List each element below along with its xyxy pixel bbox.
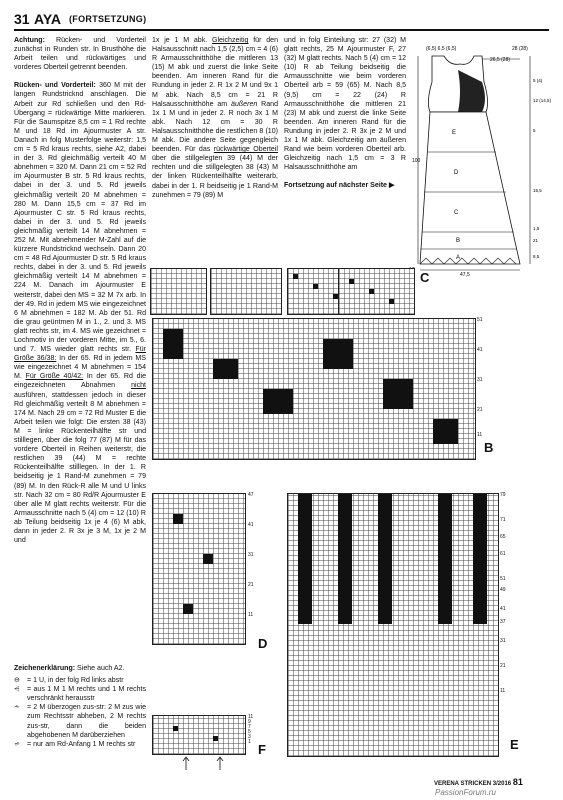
schematic-length: 100	[412, 158, 421, 164]
row-number: 1	[248, 739, 251, 745]
bold-lead: Rücken- und Vorderteil:	[14, 82, 96, 90]
schematic-top-right: 28 (28)	[512, 46, 528, 52]
section-label: B	[456, 238, 461, 244]
paragraph-text: Rücken- und Vorderteil zunächst in Runden str. In Brusthöhe die Arbeit teilen und rückwärtiges und vorderes Oberteil getrennt beenden.	[14, 37, 146, 72]
paragraph-text: 1x je 1 M abk.	[152, 37, 208, 44]
paragraph-text: für den Halsausschnitt nach 1,5 (2,5) cm = 4 (6) R Armausschnitthöhe die mittleren 13 (15) M abk und zuerst die linke Seite beenden. Am inneren Rand für die Rundung in jeder 2. R 1x 2 M und 9x 1 M abk. Nach 8,5 cm = 21 R Halsausschnitthöhe am	[152, 37, 278, 108]
chart-c	[338, 268, 415, 315]
paragraph-text: In der 65. Rd die eingezeichneten Abnahmen	[14, 373, 146, 390]
row-number: 71	[500, 517, 506, 523]
magazine-name: VERENA STRICKEN 3/2016	[434, 781, 512, 787]
pattern-subtitle: (FORTSETZUNG)	[69, 14, 147, 24]
row-number: 31	[477, 377, 483, 383]
row-number: 79	[500, 492, 506, 498]
bold-lead: Achtung:	[14, 37, 45, 44]
text-column-1	[14, 36, 146, 766]
row-number: 9	[248, 719, 251, 725]
chart-f	[152, 715, 246, 755]
paragraph-body	[14, 81, 146, 545]
round-start-icon: ⩫	[14, 740, 20, 748]
row-number: 65	[500, 534, 506, 540]
page-number: 31	[14, 11, 30, 27]
emphasis: äußeren	[231, 100, 258, 108]
side-measure: 21	[533, 238, 539, 243]
chart-d	[152, 493, 246, 645]
row-numbers-e	[500, 493, 506, 694]
row-number: 41	[477, 347, 483, 353]
emphasis: Gleichzeitig	[212, 37, 249, 44]
paragraph-attention	[14, 36, 146, 72]
row-number: 3	[248, 734, 251, 740]
side-measure: 1,5	[533, 226, 540, 231]
paragraph-body	[152, 36, 278, 200]
row-number: 61	[500, 551, 506, 557]
legend-text: = 2 M überzogen zus-str: 2 M zus wie zum Rechtsstr abheben, 2 M rechts zus-str, dann die beiden abgehobenen M darüberziehen	[27, 704, 146, 739]
row-number: 51	[500, 576, 506, 582]
legend-text: = aus 1 M 1 M rechts und 1 M rechts verschränkt herausstr	[27, 686, 146, 703]
side-measure: 12 (14,5)	[533, 98, 552, 103]
side-measure: 5	[533, 128, 536, 133]
page-footer	[434, 777, 523, 787]
row-number: 11	[477, 432, 483, 438]
paragraph-text: Rand 1x 1 M und in jeder 2. R noch 3x 1 M abk. Nach 12 cm = 30 R Halsausschnitthöhe die restlichen 8 (10) M abk. Die andere Seite gegengleich beenden. Für das	[152, 100, 278, 154]
row-number: 11	[500, 688, 506, 694]
continue-note: Fortsetzung auf nächster Seite ▶	[284, 182, 395, 190]
footer-page-number: 81	[512, 777, 523, 787]
row-number: 5	[248, 729, 251, 735]
size-note: Für Größe 36/38:	[14, 346, 146, 363]
chart-label-e: E	[510, 737, 519, 752]
legend	[14, 664, 146, 749]
row-numbers-d	[248, 493, 254, 618]
row-number: 37	[500, 619, 506, 625]
schematic-width-bottom: 47,5	[460, 272, 470, 278]
row-numbers-b	[477, 318, 483, 438]
garment-schematic	[412, 42, 557, 282]
side-measure: 5 (4)	[533, 78, 543, 83]
schematic-width-top: 26,5 (28)	[490, 57, 511, 63]
legend-item	[14, 703, 146, 739]
pattern-name: AYA	[34, 11, 61, 27]
emphasis: rückwärtige Oberteil	[213, 146, 278, 154]
row-number: 21	[248, 582, 254, 588]
row-number: 11	[248, 714, 254, 720]
row-number: 51	[477, 317, 483, 323]
paragraph-text: ausführen, stattdessen jedoch in dieser Rd gleichmäßig verteilt 8 M abnehmen = 174 M. Nach 29 cm = 72 Rd Muster E die Arbeit teilen wie folgt: Die ersten 38 (43) M = linke Rückenteilhälfte str und stilllegen, über die folg 77 (87) M für das vordere Oberteil in Reihen weiterstr, die restlichen 39 (44) M = rechte Rückenteilhälfte stilllegen. In der 1. R beidseitig je 1 Rand-M zunehmen = 79 (89) M. In den Rück-R alle M und U links str. Nach 32 cm = 80 Rd/R Ajourmuster E über alle M glatt rechts weiterstr. Für die Armausschnitte nach 5 (4) cm = 12 (10) R ab Teilung beidseitig 1x je 4 (6) M abk, dann in jeder 2. R 3x je 3 M, 1x je 2 M und	[14, 391, 146, 545]
section-label: C	[454, 210, 459, 216]
page-header	[14, 10, 549, 32]
legend-item	[14, 740, 146, 749]
side-measure: 15,5	[533, 188, 542, 193]
chart-a-part2	[210, 268, 282, 315]
chart-label-d: D	[258, 636, 268, 651]
chart-label-f: F	[258, 742, 266, 757]
row-number: 49	[500, 587, 506, 593]
increase-icon: ⩤	[14, 686, 20, 694]
row-number: 31	[500, 638, 506, 644]
size-note: Für Größe 40/42:	[25, 373, 84, 381]
row-number: 7	[248, 724, 251, 730]
paragraph-text: 360 M mit der langen Rundstricknd anschlagen. Die Arbeit zur Rd schließen und den Rd-Übergang = rückwärtige Mitte markieren. Für die Saumspitze 8,5 cm = 1 Rd rechte M und 18 Rd im Ajourmuster A str. Danach in folg Musterfolge weiterstr: 1,5 cm = 5 Rd kraus rechts, siehe A2, dabei in der 3. Rd gleichmäßig verteilt 40 M abnehmen = 320 M. Dann 21 cm = 52 Rd im Ajourmuster B str. 5 Rd kraus rechts, dabei in der 3. und 5. Rd jeweils gleichmäßig verteilt 20 M abnehmen = 280 M. Dann 15,5 cm = 37 Rd im Ajourmuster C str. 5 Rd kraus rechts, dabei in der 3. und 5. Rd jeweils gleichmäßig verteilt 14 M abnehmen = 252 M. Mit abnehmender M-Zahl auf die kürzere Rundstricknd wechseln. Dann 20 cm = 48 Rd Ajourmuster D str. 5 Rd kraus rechts, dabei in der 3. und 5. Rd jeweils gleichmäßig verteilt 14 M abnehmen = 224 M. Danach im Ajourmuster E weiterstr, dabei den MS = 32 M 7x arb. In der 49. Rd in jedem MS wie eingezeichnet 6 M abnehmen = 182 M. Ab der 51. Rd die grau geüntmen M in 1., 2. und 3. MS glatt rechts str, im 4. MS wie gezeichnet = Lochmotiv in der vorderen Mitte, im 5., 6. und 7. MS wieder glatt rechts str.	[14, 82, 146, 354]
legend-item	[14, 676, 146, 685]
schematic-top-label: (6,5) 6,5 (6,5)	[426, 46, 457, 52]
section-label: D	[454, 170, 459, 176]
paragraph-text: und in folg Einteilung str: 27 (32) M glatt rechts, 25 M Ajourmuster F, 27 (32) M glatt rechts. Nach 5 (4) cm = 12 (10) R ab Teilung beidseitig die Armausschnitte wie beim vorderen Oberteil arb = 59 (65) M. Nach 8,5 (9,5) cm = 22 (24) R Armausschnitthöhe die mittleren 21 (23) M abk und zuerst die linke Seite beenden. Am inneren Rand für die Rundung in jeder 2. R 3x je 2 M und 1x 1 M abk. Gleichzeitig am äußeren Rand wie beim vorderen Oberteil arb. Gleichzeitig nach 1,5 cm = 3 R Halsausschnitthöhe am	[284, 37, 406, 172]
skirt-outline	[420, 112, 520, 264]
legend-title: Zeichenerklärung:	[14, 665, 76, 672]
text-column-2	[152, 36, 278, 236]
chart-label-c: C	[420, 270, 430, 285]
section-label: A	[456, 255, 461, 261]
chart-b	[152, 318, 476, 460]
legend-item	[14, 685, 146, 703]
legend-text: = nur am Rd-Anfang 1 M rechts str	[27, 740, 136, 748]
row-number: 21	[500, 663, 506, 669]
row-number: 31	[248, 552, 254, 558]
legend-subtitle: Siehe auch A2.	[75, 665, 125, 672]
paragraph-text: über die stillgelegten 39 (44) M der rechten und die stillgelegten 38 (43) M der linken Rückenteilhälfte weiterarb, dabei in der 1. R beidseitig je 1 Rand-M zunehmen = 79 (89) M	[152, 155, 278, 199]
arrow-icon-pair	[180, 756, 230, 770]
emphasis: nicht	[131, 382, 146, 390]
row-number: 47	[248, 492, 254, 498]
row-number: 41	[248, 522, 254, 528]
side-measure: 8,5	[533, 254, 540, 259]
text-column-3	[284, 36, 406, 246]
yarn-over-icon: ⊖	[14, 677, 20, 685]
chart-label-b: B	[484, 440, 494, 455]
legend-text: = 1 U, in der folg Rd links abstr	[27, 677, 124, 685]
row-number: 11	[248, 612, 254, 618]
paragraph-text: In der 65. Rd in jedem MS wie eingezeichnet 4 M abnehmen = 154 M.	[14, 355, 146, 381]
chart-e	[287, 493, 499, 757]
chart-a-part3	[150, 268, 207, 315]
decrease-icon: ⩪	[14, 704, 20, 712]
header-rule	[14, 29, 549, 31]
row-number: 21	[477, 407, 483, 413]
row-number: 41	[500, 606, 506, 612]
paragraph-body	[284, 36, 406, 172]
row-numbers-f	[248, 715, 253, 745]
section-label: E	[452, 130, 457, 136]
watermark: PassionForum.ru	[435, 788, 496, 797]
